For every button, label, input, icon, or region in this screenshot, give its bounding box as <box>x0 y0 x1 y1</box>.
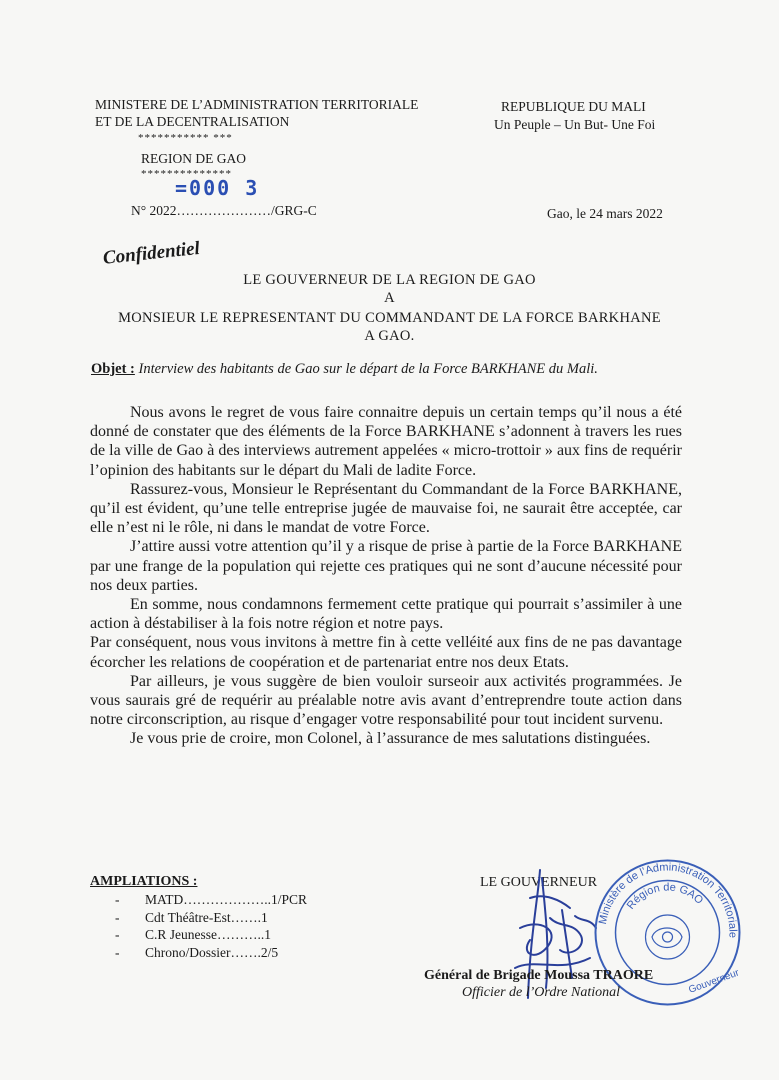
national-motto: Un Peuple – Un But- Une Foi <box>494 117 656 132</box>
list-bullet: - <box>115 927 120 942</box>
signatory-name: Général de Brigade Moussa TRAORE <box>424 968 654 983</box>
signatory-distinction: Officier de l’Ordre National <box>462 985 620 1000</box>
body-paragraph: En somme, nous condamnons fermement cette pratique qui pourrait s’assimiler à une action à déstabiliser à la fois notre région et notre pays. <box>90 596 682 633</box>
ampliation-item: - MATD………………..1/PCR <box>115 892 308 907</box>
subject-text: Interview des habitants de Gao sur le départ de la Force BARKHANE du Mali. <box>134 361 598 377</box>
subject-line <box>91 361 598 378</box>
ampliations-heading: AMPLIATIONS : <box>90 874 198 889</box>
separator-stars: ************** <box>141 168 232 180</box>
body-paragraph: Par ailleurs, je vous suggère de bien vouloir surseoir aux activités programmées. Je vous saurais gré de requérir au préalable notre avis avant d’entreprendre toute action dans notre circonscription, au risque d’engager votre responsabilité pour tout incident survenu. <box>90 672 682 729</box>
recipient-line2: A GAO. <box>364 328 415 344</box>
place-date: Gao, le 24 mars 2022 <box>547 206 663 221</box>
region-name: REGION DE GAO <box>141 151 246 166</box>
recipient-preposition: A <box>384 290 395 306</box>
body-paragraph: Je vous prie de croire, mon Colonel, à l’assurance de mes salutations distinguées. <box>130 730 651 748</box>
country-name: REPUBLIQUE DU MALI <box>501 99 646 114</box>
ampliation-item: - Chrono/Dossier…….2/5 <box>115 944 279 960</box>
svg-text:Ministère de l’Administration <box>597 861 739 938</box>
reference-number: N° 2022…………………/GRG-C <box>131 203 317 218</box>
letter-body <box>90 403 682 749</box>
subject-label: Objet : <box>91 361 135 377</box>
seal-inner-text: Région de GAO <box>624 881 706 912</box>
separator-stars: *********** *** <box>138 132 233 144</box>
seal-bottom-text: Gouverneur <box>687 967 741 996</box>
list-bullet: - <box>115 944 120 960</box>
recipient-line1: MONSIEUR LE REPRESENTANT DU COMMANDANT DE LA FORCE BARKHANE <box>118 310 661 326</box>
ampliations-list <box>115 891 307 961</box>
body-paragraph: Rassurez-vous, Monsieur le Représentant du Commandant de la Force BARKHANE, qu’il est évident, qu’une telle entreprise jugée de mauvaise foi, ne saurait être acceptée, car elle n’est ni le rôle, ni dans le mandat de votre Force. <box>90 480 682 537</box>
svg-text:Région de GAO <box>625 881 706 911</box>
body-paragraph: J’attire aussi votre attention qu’il y a risque de prise à partie de la Force BARKHANE par une frange de la population qui rejette ces pratiques qui ne sont d’aucune nécessité pour nos deux parties. <box>90 538 682 594</box>
sender-title: LE GOUVERNEUR DE LA REGION DE GAO <box>243 272 536 288</box>
list-bullet: - <box>115 892 120 907</box>
body-paragraph: Par conséquent, nous vous invitons à mettre fin à cette velléité aux fins de ne pas davantage écorcher les relations de coopération et de partenariat entre nos deux Etats. <box>90 634 682 671</box>
list-bullet: - <box>115 909 120 925</box>
ministry-name-line1: MINISTERE DE L’ADMINISTRATION TERRITORIALE <box>95 97 419 112</box>
signatory-title: LE GOUVERNEUR <box>480 875 598 890</box>
ministry-name-line2: ET DE LA DECENTRALISATION <box>95 114 290 129</box>
seal-outer-text: Ministère de l’Administration Territoriale <box>596 861 739 939</box>
confidential-mark: Confidentiel <box>102 237 201 269</box>
stamped-number: =000 3 <box>175 176 260 200</box>
ampliation-item: - C.R Jeunesse………..1 <box>115 927 271 942</box>
ampliation-item: - Cdt Théâtre-Est…….1 <box>115 909 268 925</box>
body-paragraph: Nous avons le regret de vous faire connaitre depuis un certain temps qu’il nous a été donné de constater que des éléments de la Force BARKHANE s’adonnent à travers les rues de la ville de Gao à des interviews autrement appelées « micro-trottoir » aux fins de requérir l’opinion des habitants sur le départ du Mali de ladite Force. <box>90 404 682 479</box>
